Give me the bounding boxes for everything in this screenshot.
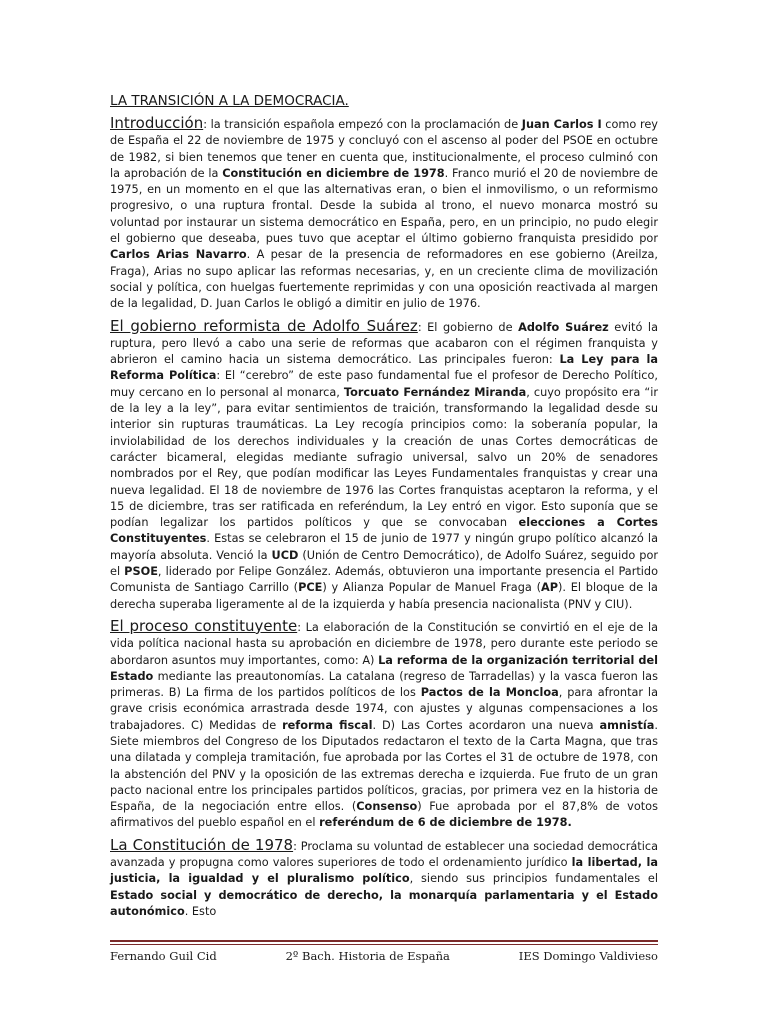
section-body: [110, 321, 658, 611]
bold-run: Estado social y democrático de derecho, la monarquía parlamentaria y el Estado autonómico: [110, 888, 658, 918]
text-run: evitó la ruptura, pero llevó a cabo una serie de reformas que acabaron con el régimen franquista y abrieron el camino hacia un sistema democrático. Las principales fueron:: [110, 320, 658, 367]
section-heading: La Constitución de 1978: [110, 835, 294, 854]
section-proceso-constituyente: [110, 618, 658, 832]
section-heading: El gobierno reformista de Adolfo Suárez: [110, 316, 418, 335]
section-heading: El proceso constituyente: [110, 616, 298, 635]
bold-run: Juan Carlos I: [521, 118, 602, 131]
bold-run: Carlos Arias Navarro: [110, 248, 247, 262]
text-run: : la transición española empezó con la proclamación de: [203, 118, 522, 131]
bold-run: Constitución en diciembre de 1978: [222, 166, 445, 180]
text-run: (Unión de Centro Democrático), de Adolfo Suárez, seguido por el: [110, 548, 658, 579]
text-run: , para afrontar la grave crisis económica arrastrada desde 1974, con ajustes y algunas compensaciones a los trabajadores. C) Medidas de: [110, 686, 658, 732]
text-run: ) Fue aprobada por el 87,8% de votos afirmativos del pueblo español en el: [110, 800, 658, 830]
text-run: , cuyo propósito era “ir de la ley a la ley”, para evitar sentimientos de traición, transformando la legalidad desde su interior sin rupturas traumáticas. La Ley recogía principios como: la soberanía popular, la inviolabilidad de los derechos individuales y la creación de unas Cortes democráticas de carácter bicameral, elegidas mediante sufragio universal, salvo un 20% de senadores nombrados por el Rey, que podían modificar las Leyes Fundamentales franquistas y crear una nueva legalidad. El 18 de noviembre de 1976 las Cortes franquistas aceptaron la reforma, y el 15 de diciembre, tras ser ratificada en referéndum, la Ley entró en vigor. Esto suponía que se podían legalizar los partidos políticos y que se convocaban: [110, 385, 658, 530]
bold-run: La reforma de la organización territorial del Estado: [110, 653, 658, 683]
text-run: , liderado por Felipe González. Además, obtuvieron una importante presencia el Partido Comunista de Santiago Carrillo (: [110, 565, 658, 595]
section-constitucion-1978: [110, 837, 658, 920]
section-gobierno-reformista: [110, 318, 658, 613]
section-body: [110, 621, 658, 830]
bold-run: Consenso: [356, 800, 418, 814]
text-run: . D) Las Cortes acordaron una nueva: [372, 718, 600, 732]
footer-rule-thick: [110, 940, 658, 942]
bold-run: PSOE: [124, 565, 158, 579]
text-run: como rey de España el 22 de noviembre de 1975 y concluyó con el ascenso al poder del PSOE en octubre de 1982, si bien tenemos que tener en cuenta que, institucionalmente, el proceso culminó con la aprobación de la: [110, 118, 658, 180]
bold-run: referéndum de 6 de diciembre de 1978.: [319, 816, 572, 830]
text-run: : El gobierno de: [417, 320, 519, 334]
footer-rule-thin: [110, 944, 658, 945]
section-introduccion: [110, 115, 658, 313]
bold-run: Pactos de la Moncloa: [420, 686, 559, 700]
text-run: . Esto: [184, 904, 217, 918]
text-run: : El “cerebro” de este paso fundamental fue el profesor de Derecho Político, muy cercano en lo personal al monarca,: [110, 369, 658, 399]
text-run: . Siete miembros del Congreso de los Diputados redactaron el texto de la Carta Magna, que tras una dilatada y compleja tramitación, fue aprobada por las Cortes el 31 de octubre de 1978, con la abstención del PNV y la oposición de las extremas derecha e izquierda. Fue fruto de un gran pacto nacional entre los principales partidos políticos, gracias, por primera vez en la historia de España, de la negociación entre ellos. (: [110, 718, 658, 814]
bold-run: reforma fiscal: [282, 718, 373, 732]
bold-run: Adolfo Suárez: [518, 320, 609, 334]
text-run: . Estas se celebraron el 15 de junio de 1977 y ningún grupo político alcanzó la mayoría absoluta. Venció la: [110, 532, 658, 562]
section-body: [110, 118, 658, 310]
footer-course: 2º Bach. Historia de España: [285, 949, 450, 963]
text-run: , siendo sus principios fundamentales el: [409, 872, 658, 886]
text-run: : Proclama su voluntad de establecer una sociedad democrática avanzada y propugna como valores superiores de todo el ordenamiento jurídico: [110, 839, 658, 870]
bold-run: elecciones a Cortes Constituyentes: [110, 516, 658, 546]
text-run: . A pesar de la presencia de reformadores en ese gobierno (Areilza, Fraga), Arias no supo aplicar las reformas necesarias, y, en un creciente clima de movilización social y política, con huelgas fuertemente reprimidas y con una oposición reactivada al margen de la legalidad, D. Juan Carlos le obligó a dimitir en julio de 1976.: [110, 248, 658, 311]
bold-run: amnistía: [599, 718, 655, 732]
footer-school: IES Domingo Valdivieso: [518, 949, 658, 963]
document-page: [110, 93, 658, 925]
bold-run: PCE: [298, 581, 323, 595]
footer-rule: [110, 940, 658, 945]
text-run: : La elaboración de la Constitución se convirtió en el eje de la vida política nacional hasta su aprobación en diciembre de 1978, pero durante este periodo se abordaron asuntos muy importantes, como: A): [110, 620, 658, 667]
bold-run: UCD: [271, 548, 299, 562]
page-footer: [110, 949, 658, 963]
text-run: . Franco murió el 20 de noviembre de 1975, en un momento en el que las alternativas eran, o bien el inmovilismo, o un reformismo progresivo, o una ruptura frontal. Desde la subida al trono, el nuevo monarca mostró su voluntad por instaurar un sistema democrático en España, pero, en un principio, no pudo elegir el gobierno que deseaba, pues tuvo que aceptar el último gobierno franquista presidido por: [110, 166, 659, 246]
text-run: ) y Alianza Popular de Manuel Fraga (: [322, 581, 541, 595]
document-title: LA TRANSICIÓN A LA DEMOCRACIA.: [110, 93, 349, 109]
section-heading: Introducción: [110, 114, 204, 132]
bold-run: Torcuato Fernández Miranda: [343, 385, 527, 399]
bold-run: La Ley para la Reforma Política: [110, 353, 658, 383]
bold-run: la libertad, la justicia, la igualdad y el pluralismo político: [110, 856, 658, 886]
text-run: ). El bloque de la derecha superaba ligeramente al de la izquierda y había presencia nacionalista (PNV y CIU).: [110, 581, 658, 611]
footer-author: Fernando Guil Cid: [110, 949, 217, 963]
bold-run: AP: [540, 581, 559, 595]
text-run: mediante las preautonomías. La catalana (regreso de Tarradellas) y la vasca fueron las primeras. B) La firma de los partidos políticos de los: [110, 669, 658, 700]
